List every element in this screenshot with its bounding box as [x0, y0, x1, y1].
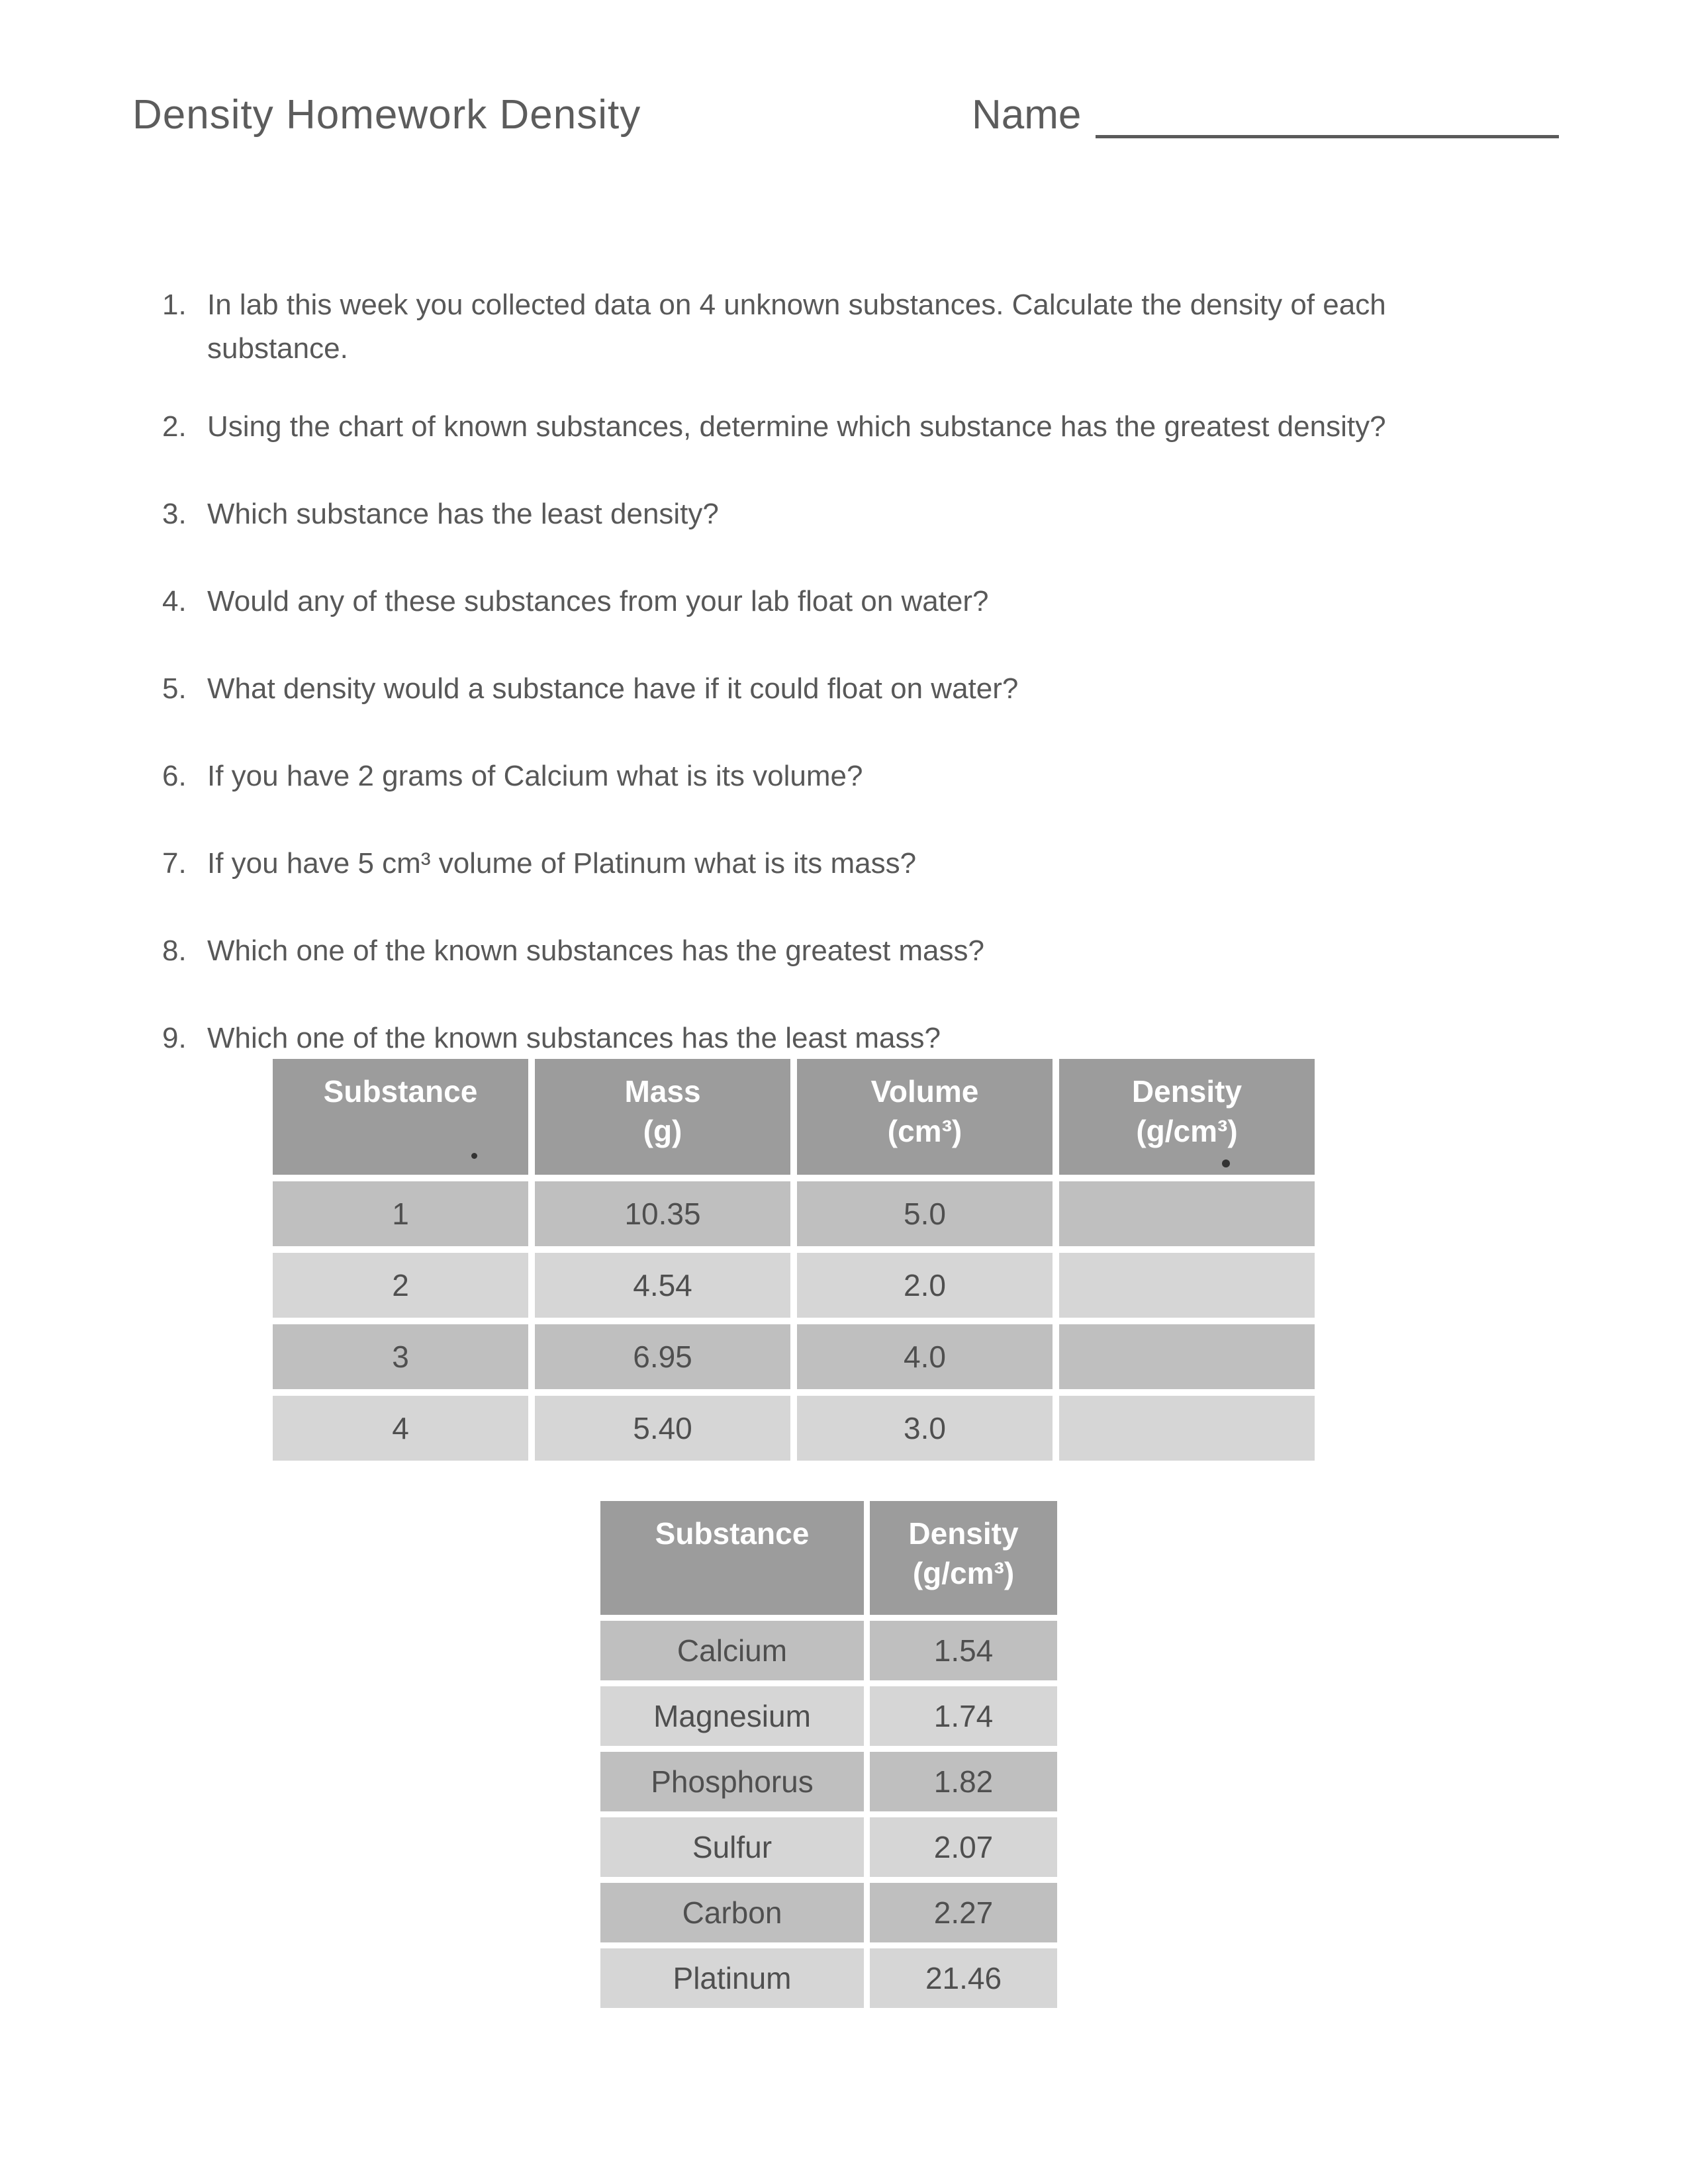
scan-artifact-dot — [1222, 1160, 1230, 1167]
question-text: Which one of the known substances has the greatest mass? — [207, 934, 984, 967]
question-number: 1. — [162, 289, 187, 321]
scan-artifact-dot — [471, 1153, 477, 1159]
question-number: 2. — [162, 410, 187, 443]
header-label: Volume — [870, 1074, 979, 1109]
table-cell-volume: 5.0 — [797, 1181, 1053, 1246]
table-cell-density-blank — [1059, 1396, 1315, 1461]
table-cell-density: 21.46 — [870, 1948, 1057, 2008]
table-cell-density-blank — [1059, 1181, 1315, 1246]
question-text: In lab this week you collected data on 4 unknown substances. Calculate the density of each substance. — [207, 289, 1386, 365]
question-number: 5. — [162, 672, 187, 705]
question-text: Which substance has the least density? — [207, 498, 719, 530]
table-cell-substance: 2 — [273, 1253, 528, 1318]
question-number: 8. — [162, 934, 187, 967]
question-item — [162, 929, 1559, 973]
header-label: Density — [908, 1516, 1019, 1551]
question-text: If you have 5 cm³ volume of Platinum what is its mass? — [207, 847, 917, 880]
header-label: Substance — [323, 1074, 478, 1109]
name-blank-line — [1096, 101, 1559, 138]
header-label: Mass — [624, 1074, 701, 1109]
question-number: 4. — [162, 585, 187, 617]
table-header-cell — [1059, 1059, 1315, 1175]
question-list — [162, 283, 1559, 1104]
header-unit: (cm³) — [887, 1113, 962, 1148]
table-cell-mass: 5.40 — [535, 1396, 790, 1461]
table-header-cell — [600, 1501, 864, 1615]
table-cell-mass: 10.35 — [535, 1181, 790, 1246]
question-item — [162, 667, 1559, 711]
table-header-cell — [797, 1059, 1053, 1175]
question-item — [162, 492, 1559, 536]
table-cell-substance: Magnesium — [600, 1686, 864, 1746]
table-cell-density: 2.27 — [870, 1883, 1057, 1942]
table-cell-substance: 1 — [273, 1181, 528, 1246]
question-item — [162, 580, 1559, 623]
header-label: Density — [1131, 1074, 1243, 1109]
question-text: Using the chart of known substances, determine which substance has the greatest density? — [207, 410, 1386, 443]
unknown-substances-table — [273, 1059, 1315, 1461]
question-item — [162, 754, 1559, 798]
header-label: Substance — [655, 1516, 810, 1551]
question-number: 3. — [162, 498, 187, 530]
table-header-cell — [870, 1501, 1057, 1615]
question-number: 9. — [162, 1022, 187, 1054]
question-number: 6. — [162, 760, 187, 792]
table-cell-density-blank — [1059, 1253, 1315, 1318]
table-cell-density: 2.07 — [870, 1817, 1057, 1877]
name-label: Name — [972, 92, 1082, 138]
known-substances-table — [600, 1501, 1057, 2008]
question-text: Would any of these substances from your lab float on water? — [207, 585, 989, 617]
question-item — [162, 283, 1559, 371]
header-unit: (g/cm³) — [1136, 1113, 1238, 1148]
table-cell-substance: 4 — [273, 1396, 528, 1461]
table-cell-density: 1.82 — [870, 1752, 1057, 1811]
question-text: If you have 2 grams of Calcium what is its volume? — [207, 760, 863, 792]
table-cell-mass: 4.54 — [535, 1253, 790, 1318]
table-cell-substance: Calcium — [600, 1621, 864, 1680]
question-item — [162, 405, 1559, 449]
table-cell-substance: Carbon — [600, 1883, 864, 1942]
question-item — [162, 842, 1559, 886]
table-cell-mass: 6.95 — [535, 1324, 790, 1389]
question-text: Which one of the known substances has the least mass? — [207, 1022, 941, 1054]
question-text: What density would a substance have if it could float on water? — [207, 672, 1019, 705]
table-cell-substance: Sulfur — [600, 1817, 864, 1877]
table-cell-density: 1.54 — [870, 1621, 1057, 1680]
table-header-cell — [535, 1059, 790, 1175]
table-header-cell — [273, 1059, 528, 1175]
header-unit: (g) — [643, 1113, 682, 1148]
table-cell-volume: 2.0 — [797, 1253, 1053, 1318]
table-cell-substance: Platinum — [600, 1948, 864, 2008]
table-cell-density-blank — [1059, 1324, 1315, 1389]
table-cell-volume: 4.0 — [797, 1324, 1053, 1389]
table-cell-volume: 3.0 — [797, 1396, 1053, 1461]
page-title: Density Homework Density — [132, 92, 641, 138]
name-field — [972, 91, 1559, 138]
table-cell-density: 1.74 — [870, 1686, 1057, 1746]
question-number: 7. — [162, 847, 187, 880]
header-unit: (g/cm³) — [912, 1555, 1015, 1590]
table-cell-substance: Phosphorus — [600, 1752, 864, 1811]
question-item — [162, 1017, 1559, 1060]
table-cell-substance: 3 — [273, 1324, 528, 1389]
